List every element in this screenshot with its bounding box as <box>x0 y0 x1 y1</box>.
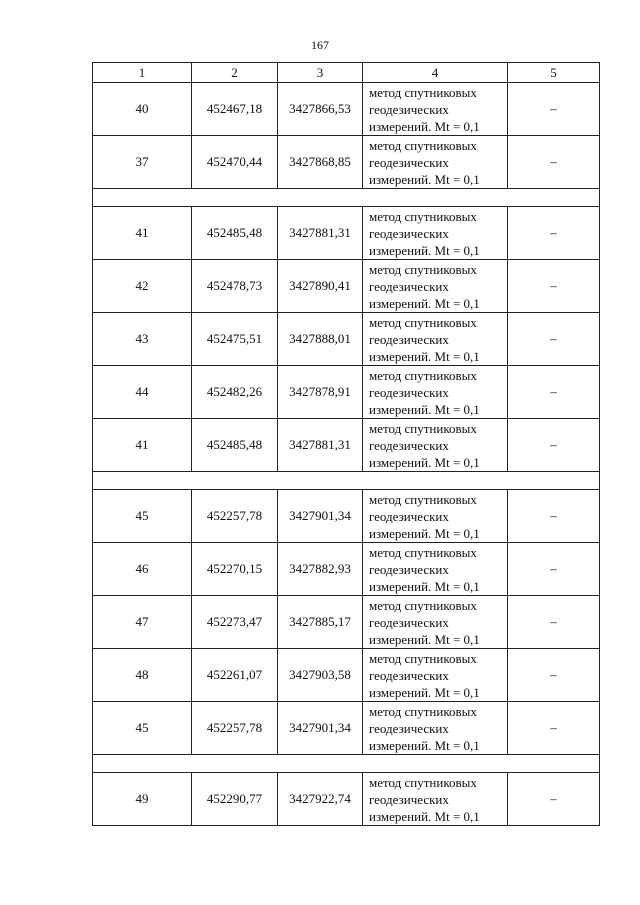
point-number-cell: 49 <box>93 773 192 826</box>
x-coordinate-cell: 452290,77 <box>192 773 278 826</box>
method-text-line: метод спутниковых <box>369 367 477 383</box>
y-coordinate-cell: 3427888,01 <box>278 313 363 366</box>
y-coordinate-cell: 3427922,74 <box>278 773 363 826</box>
method-text-line: метод спутниковых <box>369 597 477 613</box>
method-text-line: измерений. Mt = 0,1 <box>369 171 480 187</box>
point-number-cell: 41 <box>93 419 192 472</box>
y-coordinate-cell: 3427901,34 <box>278 490 363 543</box>
method-text-line: измерений. Mt = 0,1 <box>369 631 480 647</box>
header-col-3: 3 <box>278 63 363 83</box>
point-number-cell: 46 <box>93 543 192 596</box>
point-number-cell: 45 <box>93 490 192 543</box>
x-coordinate-cell: 452485,48 <box>192 207 278 260</box>
table-row <box>93 207 600 260</box>
table-body <box>93 83 600 826</box>
method-text-line: метод спутниковых <box>369 208 477 224</box>
header-col-5: 5 <box>508 63 600 83</box>
y-coordinate-cell: 3427881,31 <box>278 419 363 472</box>
table-row <box>93 773 600 826</box>
method-text-line: измерений. Mt = 0,1 <box>369 118 480 134</box>
method-text-line: геодезических <box>369 437 449 453</box>
method-text-line: геодезических <box>369 561 449 577</box>
method-text-line: метод спутниковых <box>369 261 477 277</box>
method-cell <box>363 260 508 313</box>
table-row <box>93 419 600 472</box>
point-number-cell: 37 <box>93 136 192 189</box>
separator-cell <box>93 189 600 207</box>
header-col-2: 2 <box>192 63 278 83</box>
method-cell <box>363 83 508 136</box>
point-number-cell: 41 <box>93 207 192 260</box>
point-number-cell: 48 <box>93 649 192 702</box>
y-coordinate-cell: 3427885,17 <box>278 596 363 649</box>
method-text-line: метод спутниковых <box>369 650 477 666</box>
header-row <box>93 63 600 83</box>
method-text-line: геодезических <box>369 331 449 347</box>
method-text-line: геодезических <box>369 614 449 630</box>
method-text-line: измерений. Mt = 0,1 <box>369 808 480 824</box>
method-cell <box>363 702 508 755</box>
method-text-line: метод спутниковых <box>369 137 477 153</box>
y-coordinate-cell: 3427881,31 <box>278 207 363 260</box>
note-cell: – <box>508 773 600 826</box>
method-text-line: геодезических <box>369 384 449 400</box>
note-cell: – <box>508 207 600 260</box>
y-coordinate-cell: 3427882,93 <box>278 543 363 596</box>
method-cell <box>363 649 508 702</box>
note-cell: – <box>508 543 600 596</box>
method-text-line: геодезических <box>369 667 449 683</box>
x-coordinate-cell: 452257,78 <box>192 490 278 543</box>
method-cell <box>363 490 508 543</box>
method-cell <box>363 313 508 366</box>
note-cell: – <box>508 83 600 136</box>
separator-cell <box>93 755 600 773</box>
x-coordinate-cell: 452261,07 <box>192 649 278 702</box>
table-row <box>93 313 600 366</box>
method-text-line: измерений. Mt = 0,1 <box>369 684 480 700</box>
y-coordinate-cell: 3427903,58 <box>278 649 363 702</box>
table-row <box>93 596 600 649</box>
method-text-line: метод спутниковых <box>369 544 477 560</box>
method-text-line: метод спутниковых <box>369 774 477 790</box>
table-row <box>93 136 600 189</box>
x-coordinate-cell: 452270,15 <box>192 543 278 596</box>
method-text-line: геодезических <box>369 101 449 117</box>
header-col-1: 1 <box>93 63 192 83</box>
y-coordinate-cell: 3427866,53 <box>278 83 363 136</box>
note-cell: – <box>508 313 600 366</box>
coordinates-table <box>92 62 600 826</box>
method-text-line: геодезических <box>369 225 449 241</box>
table-row <box>93 702 600 755</box>
x-coordinate-cell: 452273,47 <box>192 596 278 649</box>
point-number-cell: 43 <box>93 313 192 366</box>
y-coordinate-cell: 3427868,85 <box>278 136 363 189</box>
page-number: 167 <box>311 38 329 52</box>
method-text-line: метод спутниковых <box>369 491 477 507</box>
table-row <box>93 83 600 136</box>
x-coordinate-cell: 452470,44 <box>192 136 278 189</box>
note-cell: – <box>508 490 600 543</box>
point-number-cell: 42 <box>93 260 192 313</box>
x-coordinate-cell: 452482,26 <box>192 366 278 419</box>
separator-row <box>93 189 600 207</box>
table-row <box>93 260 600 313</box>
method-cell <box>363 543 508 596</box>
separator-row <box>93 755 600 773</box>
x-coordinate-cell: 452475,51 <box>192 313 278 366</box>
note-cell: – <box>508 702 600 755</box>
note-cell: – <box>508 419 600 472</box>
method-text-line: измерений. Mt = 0,1 <box>369 578 480 594</box>
method-text-line: геодезических <box>369 720 449 736</box>
x-coordinate-cell: 452467,18 <box>192 83 278 136</box>
table-row <box>93 490 600 543</box>
method-text-line: метод спутниковых <box>369 314 477 330</box>
table-row <box>93 649 600 702</box>
point-number-cell: 40 <box>93 83 192 136</box>
method-text-line: метод спутниковых <box>369 84 477 100</box>
method-text-line: измерений. Mt = 0,1 <box>369 737 480 753</box>
separator-row <box>93 472 600 490</box>
point-number-cell: 47 <box>93 596 192 649</box>
method-cell <box>363 773 508 826</box>
y-coordinate-cell: 3427878,91 <box>278 366 363 419</box>
point-number-cell: 44 <box>93 366 192 419</box>
method-text-line: метод спутниковых <box>369 703 477 719</box>
table-row <box>93 543 600 596</box>
method-cell <box>363 419 508 472</box>
note-cell: – <box>508 136 600 189</box>
table-header <box>93 63 600 83</box>
method-text-line: геодезических <box>369 278 449 294</box>
method-cell <box>363 596 508 649</box>
separator-cell <box>93 472 600 490</box>
x-coordinate-cell: 452257,78 <box>192 702 278 755</box>
y-coordinate-cell: 3427901,34 <box>278 702 363 755</box>
method-text-line: геодезических <box>369 508 449 524</box>
method-text-line: измерений. Mt = 0,1 <box>369 295 480 311</box>
method-text-line: геодезических <box>369 791 449 807</box>
note-cell: – <box>508 649 600 702</box>
method-text-line: геодезических <box>369 154 449 170</box>
method-text-line: измерений. Mt = 0,1 <box>369 348 480 364</box>
note-cell: – <box>508 596 600 649</box>
note-cell: – <box>508 260 600 313</box>
method-text-line: измерений. Mt = 0,1 <box>369 401 480 417</box>
x-coordinate-cell: 452478,73 <box>192 260 278 313</box>
method-text-line: измерений. Mt = 0,1 <box>369 454 480 470</box>
table-row <box>93 366 600 419</box>
y-coordinate-cell: 3427890,41 <box>278 260 363 313</box>
method-text-line: измерений. Mt = 0,1 <box>369 242 480 258</box>
method-text-line: измерений. Mt = 0,1 <box>369 525 480 541</box>
method-text-line: метод спутниковых <box>369 420 477 436</box>
method-cell <box>363 207 508 260</box>
x-coordinate-cell: 452485,48 <box>192 419 278 472</box>
method-cell <box>363 366 508 419</box>
method-cell <box>363 136 508 189</box>
note-cell: – <box>508 366 600 419</box>
point-number-cell: 45 <box>93 702 192 755</box>
header-col-4: 4 <box>363 63 508 83</box>
